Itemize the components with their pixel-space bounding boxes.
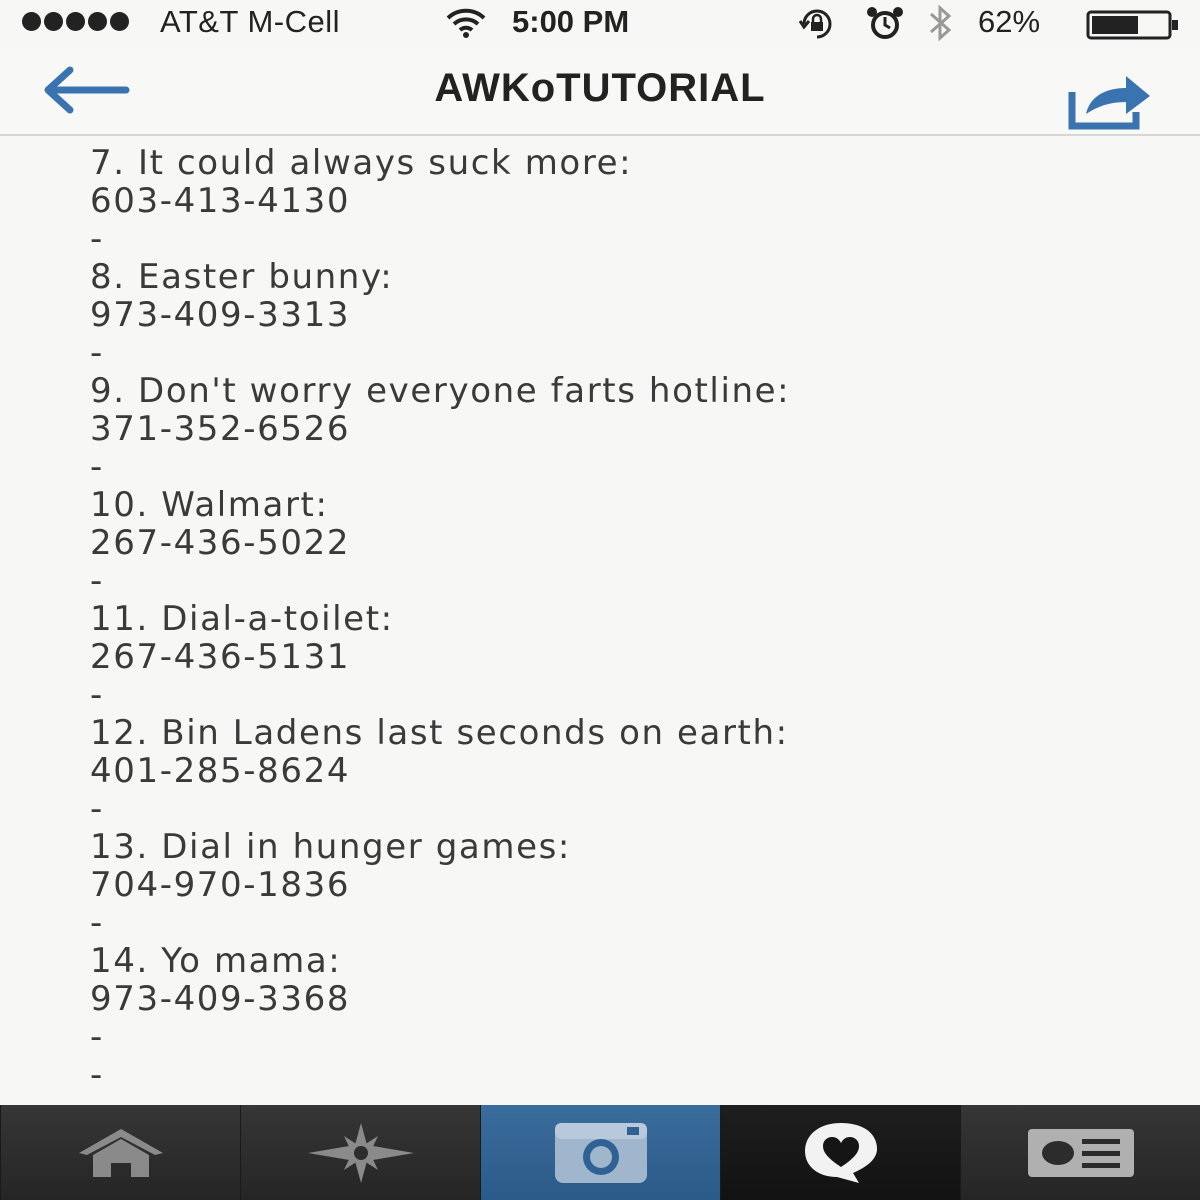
separator-dash: - (90, 1055, 104, 1095)
tab-explore[interactable] (240, 1105, 480, 1200)
caption-line: 267-436-5131 (90, 637, 351, 677)
caption-line: 13. Dial in hunger games: (90, 827, 571, 867)
caption-line: 14. Yo mama: (90, 941, 342, 981)
separator-dash: - (90, 561, 104, 601)
separator-dash: - (90, 447, 104, 487)
caption-line: 704-970-1836 (90, 865, 351, 905)
status-bar (0, 0, 1200, 48)
caption-line: 371-352-6526 (90, 409, 351, 449)
caption-line: 603-413-4130 (90, 181, 351, 221)
rotation-lock-icon (798, 8, 836, 48)
separator-dash: - (90, 789, 104, 829)
wifi-icon (446, 7, 486, 47)
battery-percent: 62% (978, 4, 1041, 39)
caption-line: 401-285-8624 (90, 751, 351, 791)
caption-line: 12. Bin Ladens last seconds on earth: (90, 713, 789, 753)
tab-activity[interactable] (720, 1105, 960, 1200)
caption-line: 11. Dial-a-toilet: (90, 599, 394, 639)
profile-card-icon (1026, 1127, 1136, 1179)
navigation-bar (0, 48, 1200, 136)
caption-line: 10. Walmart: (90, 485, 329, 525)
caption-line: 7. It could always suck more: (90, 143, 633, 183)
separator-dash: - (90, 333, 104, 373)
tab-home[interactable] (0, 1105, 240, 1200)
explore-star-icon (306, 1121, 416, 1185)
battery-icon (1086, 10, 1182, 48)
page-title: AWKoTUTORIAL (434, 66, 766, 110)
camera-icon (551, 1121, 651, 1185)
carrier-name: AT&T M-Cell (160, 4, 341, 39)
caption-line: 9. Don't worry everyone farts hotline: (90, 371, 791, 411)
tab-camera[interactable] (480, 1105, 720, 1200)
tab-profile[interactable] (960, 1105, 1200, 1200)
share-icon[interactable] (1066, 68, 1156, 136)
separator-dash: - (90, 903, 104, 943)
home-icon (73, 1125, 169, 1181)
alarm-icon (866, 6, 904, 50)
separator-dash: - (90, 219, 104, 259)
signal-dots-icon (22, 12, 129, 31)
clock: 5:00 PM (512, 4, 630, 39)
activity-heart-icon (801, 1121, 881, 1185)
bluetooth-icon (925, 4, 955, 50)
caption-line: 973-409-3368 (90, 979, 351, 1019)
separator-dash: - (90, 675, 104, 715)
caption-line: 8. Easter bunny: (90, 257, 394, 297)
separator-dash: - (90, 1017, 104, 1057)
caption-line: 973-409-3313 (90, 295, 351, 335)
tab-bar (0, 1105, 1200, 1200)
caption-line: 267-436-5022 (90, 523, 351, 563)
post-caption-text (90, 144, 1170, 1094)
